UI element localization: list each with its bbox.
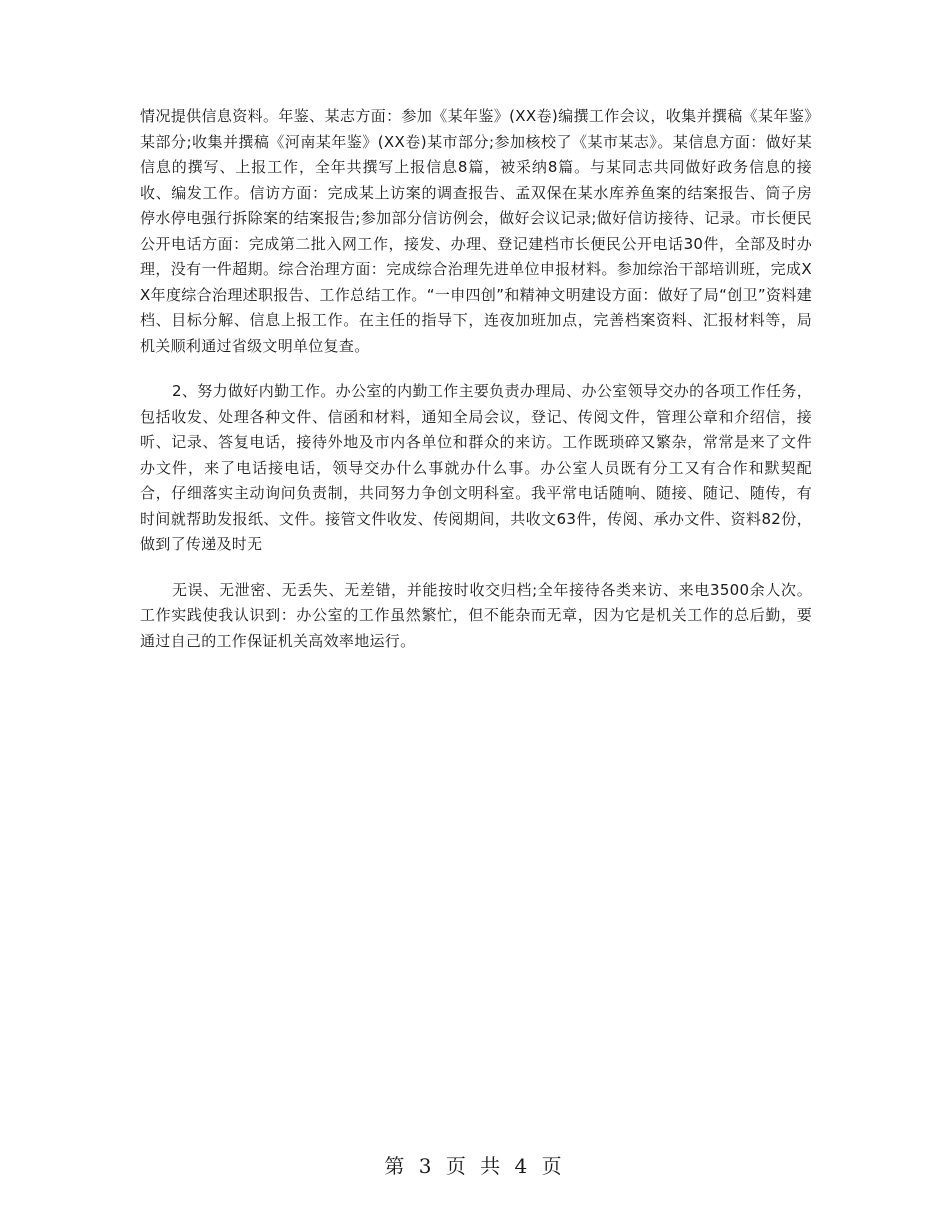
page-number-footer: 第 3 页 共 4 页 [384, 1154, 566, 1178]
document-body [140, 104, 812, 674]
paragraph-conclusion: 无误、无泄密、无丢失、无差错，并能按时收交归档;全年接待各类来访、来电3500余人次。工作实践使我认识到：办公室的工作虽然繁忙，但不能杂而无章，因为它是机关工作的总后勤，要通过自己的工作保证机关高效率地运行。 [140, 580, 812, 650]
paragraph-continuation: 情况提供信息资料。年鉴、某志方面：参加《某年鉴》(XX卷)编撰工作会议，收集并撰稿《某年鉴》某部分;收集并撰稿《河南某年鉴》(XX卷)某市部分;参加核校了《某市某志》。某信息方面：做好某信息的撰写、上报工作，全年共撰写上报信息8篇，被采纳8篇。与某同志共同做好政务信息的接收、编发工作。信访方面：完成某上访案的调查报告、孟双保在某水库养鱼案的结案报告、筒子房停水停电强行拆除案的结案报告;参加部分信访例会，做好会议记录;做好信访接待、记录。市长便民公开电话方面：完成第二批入网工作，接发、办理、登记建档市长便民公开电话30件，全部及时办理，没有一件超期。综合治理方面：完成综合治理先进单位申报材料。参加综治干部培训班，完成XX年度综合治理述职报告、工作总结工作。“一申四创”和精神文明建设方面：做好了局“创卫”资料建档、目标分解、信息上报工作。在主任的指导下，连夜加班加点，完善档案资料、汇报材料等，局机关顺利通过省级文明单位复查。 [140, 107, 812, 355]
paragraph-internal-affairs: 2、努力做好内勤工作。办公室的内勤工作主要负责办理局、办公室领导交办的各项工作任务，包括收发、处理各种文件、信函和材料，通知全局会议，登记、传阅文件，管理公章和介绍信，接听、记录、答复电话，接待外地及市内各单位和群众的来访。工作既琐碎又繁杂，常常是来了文件办文件，来了电话接电话，领导交办什么事就办什么事。办公室人员既有分工又有合作和默契配合，仔细落实主动询问负责制，共同努力争创文明科室。我平常电话随响、随接、随记、随传，有时间就帮助发报纸、文件。接管文件收发、传阅期间，共收文63件，传阅、承办文件、资料82份，做到了传递及时无 [140, 382, 812, 553]
